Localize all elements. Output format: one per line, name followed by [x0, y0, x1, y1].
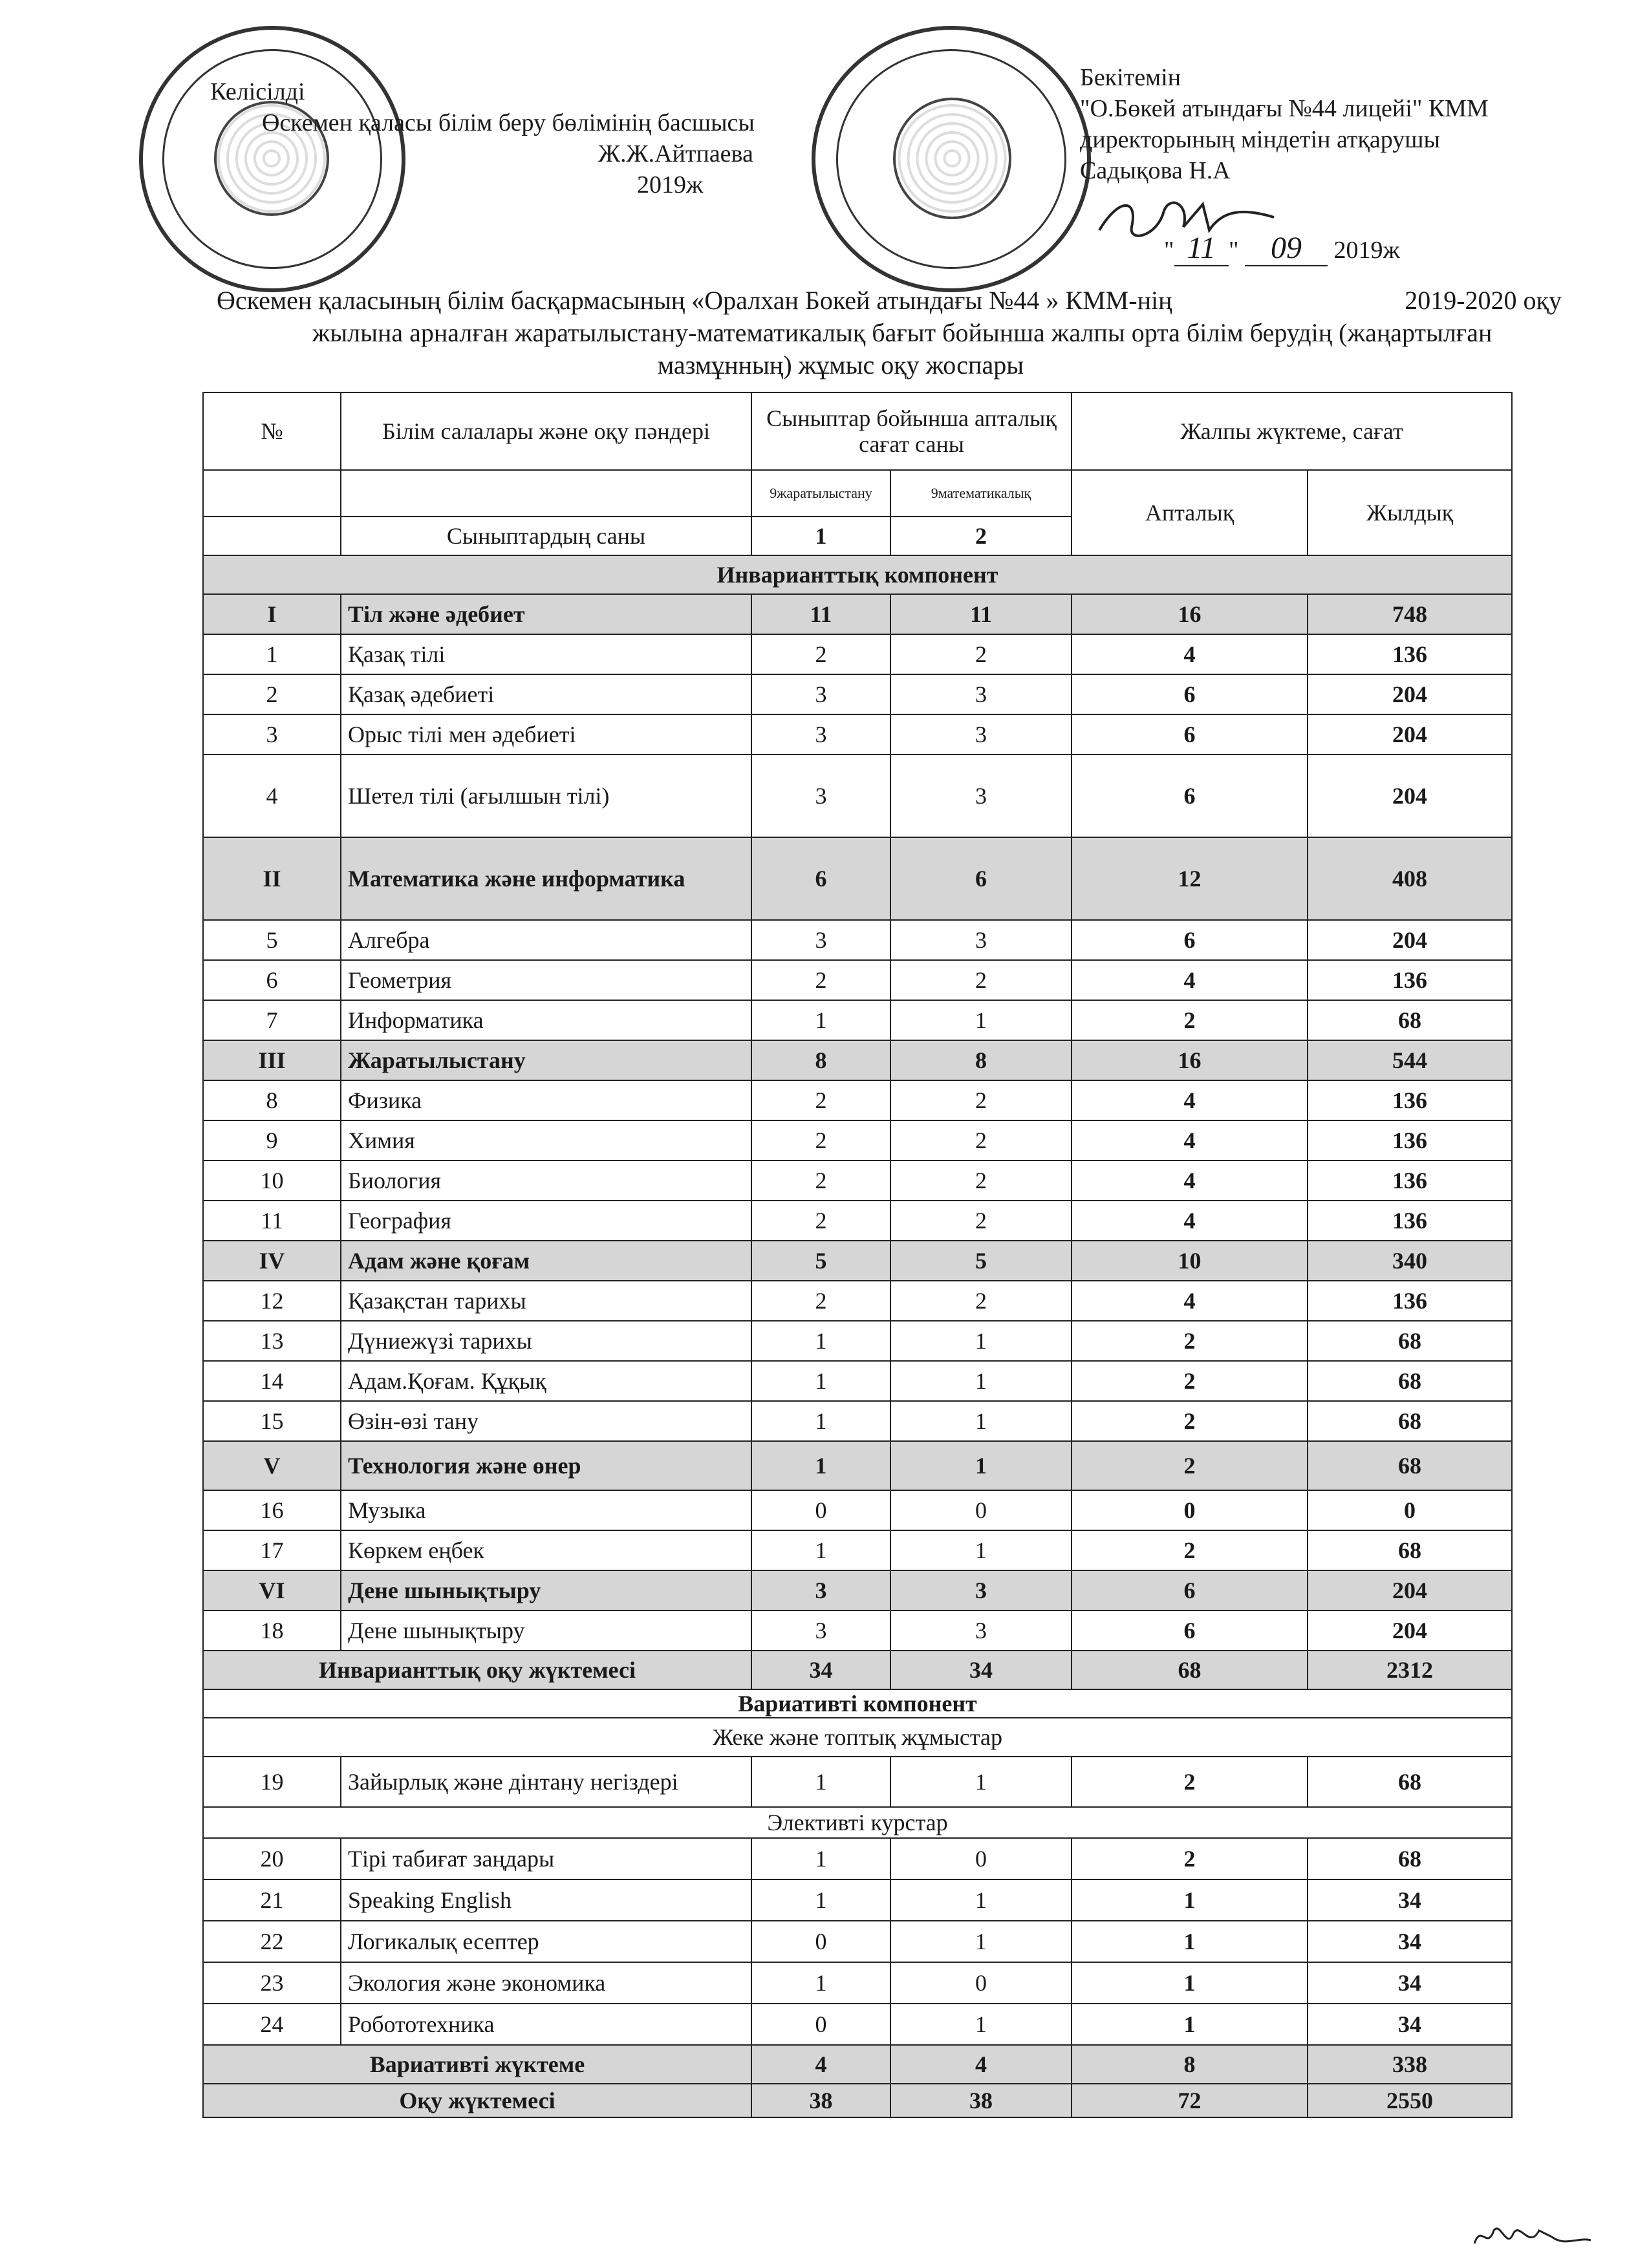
- row-class1-hours: 3: [751, 754, 890, 837]
- row-subject: Жаратылыстану: [341, 1040, 751, 1080]
- row-class2-hours: 1: [890, 1000, 1072, 1040]
- row-class2-hours: 3: [890, 1570, 1072, 1610]
- row-number: 14: [203, 1361, 341, 1401]
- row-subject: Қазақ әдебиеті: [341, 674, 751, 714]
- total-class2: 34: [890, 1651, 1072, 1689]
- row-number: 16: [203, 1490, 341, 1530]
- row-subject: Адам және қоғам: [341, 1241, 751, 1281]
- row-class2-hours: 1: [890, 1921, 1072, 1962]
- title-line1-left: Өскемен қаласының білім басқармасының «Оралхан Бокей атындағы №44 » КММ-нің: [217, 286, 1172, 315]
- row-weekly-total: 1: [1072, 1962, 1308, 2004]
- class-count-2: 2: [890, 517, 1072, 555]
- row-subject: Тірі табиғат заңдары: [341, 1838, 751, 1879]
- table-row: [203, 1080, 1512, 1120]
- row-weekly-total: 2: [1072, 1838, 1308, 1879]
- row-class2-hours: 1: [890, 1879, 1072, 1921]
- header-weekly: Апталық: [1072, 470, 1308, 555]
- row-subject: Адам.Қоғам. Құқық: [341, 1361, 751, 1401]
- row-weekly-total: 1: [1072, 1921, 1308, 1962]
- header-class2: 9математикалық: [890, 470, 1072, 517]
- row-number: IV: [203, 1241, 341, 1281]
- header-class1: 9жаратылыстану: [751, 470, 890, 517]
- row-class2-hours: 3: [890, 674, 1072, 714]
- row-class2-hours: 0: [890, 1962, 1072, 2004]
- total-class1: 4: [751, 2045, 890, 2084]
- row-yearly-total: 34: [1308, 2004, 1512, 2045]
- row-class1-hours: 2: [751, 1080, 890, 1120]
- total-yearly: 2550: [1308, 2084, 1512, 2117]
- row-weekly-total: 4: [1072, 1161, 1308, 1201]
- table-row: [203, 1838, 1512, 1879]
- total-label: Оқу жүктемесі: [203, 2084, 751, 2117]
- section-title-row: [203, 555, 1512, 594]
- row-weekly-total: 2: [1072, 1401, 1308, 1441]
- table-row: [203, 1530, 1512, 1570]
- table-row: [203, 2004, 1512, 2045]
- row-yearly-total: 34: [1308, 1879, 1512, 1921]
- row-class2-hours: 0: [890, 1838, 1072, 1879]
- row-class2-hours: 1: [890, 1321, 1072, 1361]
- row-weekly-total: 2: [1072, 1757, 1308, 1807]
- row-subject: Музыка: [341, 1490, 751, 1530]
- curriculum-table: [202, 392, 1513, 2118]
- table-row: [203, 1321, 1512, 1361]
- row-weekly-total: 4: [1072, 1080, 1308, 1120]
- total-class1: 38: [751, 2084, 890, 2117]
- row-class1-hours: 3: [751, 1610, 890, 1651]
- row-yearly-total: 204: [1308, 1610, 1512, 1651]
- total-label: Вариативті жүктеме: [203, 2045, 751, 2084]
- row-number: 23: [203, 1962, 341, 2004]
- row-number: 10: [203, 1161, 341, 1201]
- row-number: II: [203, 837, 341, 920]
- row-subject: Логикалық есептер: [341, 1921, 751, 1962]
- right-approval-block: [1080, 62, 1489, 186]
- row-weekly-total: 0: [1072, 1490, 1308, 1530]
- row-weekly-total: 6: [1072, 1610, 1308, 1651]
- header-total-load: Жалпы жүктеме, сағат: [1072, 392, 1512, 470]
- row-subject: Қазақ тілі: [341, 634, 751, 674]
- table-row: [203, 1241, 1512, 1281]
- row-yearly-total: 68: [1308, 1361, 1512, 1401]
- header-subjects: Білім салалары және оқу пәндері: [341, 392, 751, 470]
- row-class1-hours: 1: [751, 1962, 890, 2004]
- total-row: [203, 1651, 1512, 1689]
- row-subject: Speaking English: [341, 1879, 751, 1921]
- total-row: [203, 2084, 1512, 2117]
- row-weekly-total: 6: [1072, 1570, 1308, 1610]
- title-line1-right: 2019-2020 оқу: [1405, 286, 1562, 315]
- row-class1-hours: 0: [751, 2004, 890, 2045]
- row-number: III: [203, 1040, 341, 1080]
- row-subject: Өзін-өзі тану: [341, 1401, 751, 1441]
- row-class2-hours: 2: [890, 960, 1072, 1000]
- approved-label: Келісілді: [210, 78, 305, 105]
- title-line2: жылына арналған жаратылыстану-математикалық бағыт бойынша жалпы орта білім берудің (жаңартылған: [312, 318, 1493, 347]
- row-yearly-total: 34: [1308, 1921, 1512, 1962]
- table-row: [203, 1000, 1512, 1040]
- left-approval-block: [210, 76, 755, 200]
- row-number: 2: [203, 674, 341, 714]
- table-row: [203, 1281, 1512, 1321]
- row-class2-hours: 1: [890, 1441, 1072, 1490]
- row-class1-hours: 1: [751, 1530, 890, 1570]
- row-class1-hours: 3: [751, 920, 890, 960]
- row-weekly-total: 2: [1072, 1441, 1308, 1490]
- table-row: [203, 960, 1512, 1000]
- total-yearly: 338: [1308, 2045, 1512, 2084]
- director-title: директорының міндетін атқарушы: [1080, 126, 1441, 153]
- row-number: 4: [203, 754, 341, 837]
- section-title: Жеке және топтық жұмыстар: [203, 1718, 1512, 1757]
- department-head-title: Өскемен қаласы білім беру бөлімінің басшысы: [262, 109, 755, 136]
- row-yearly-total: 68: [1308, 1000, 1512, 1040]
- row-class1-hours: 1: [751, 1361, 890, 1401]
- row-weekly-total: 12: [1072, 837, 1308, 920]
- row-class1-hours: 1: [751, 1757, 890, 1807]
- row-class2-hours: 2: [890, 1080, 1072, 1120]
- row-subject: Дене шынықтыру: [341, 1610, 751, 1651]
- row-class2-hours: 2: [890, 1201, 1072, 1241]
- total-row: [203, 2045, 1512, 2084]
- row-subject: Биология: [341, 1161, 751, 1201]
- row-subject: Дүниежүзі тарихы: [341, 1321, 751, 1361]
- section-title-row: [203, 1807, 1512, 1838]
- row-number: 18: [203, 1610, 341, 1651]
- row-class1-hours: 0: [751, 1490, 890, 1530]
- row-weekly-total: 6: [1072, 714, 1308, 754]
- row-weekly-total: 6: [1072, 920, 1308, 960]
- section-title: Элективті курстар: [203, 1807, 1512, 1838]
- row-subject: Орыс тілі мен әдебиеті: [341, 714, 751, 754]
- row-yearly-total: 204: [1308, 1570, 1512, 1610]
- row-yearly-total: 68: [1308, 1321, 1512, 1361]
- invariant-title: Инварианттық компонент: [203, 555, 1512, 594]
- row-weekly-total: 2: [1072, 1000, 1308, 1040]
- table-row: [203, 1201, 1512, 1241]
- row-number: 17: [203, 1530, 341, 1570]
- table-row: [203, 920, 1512, 960]
- row-class1-hours: 2: [751, 1201, 890, 1241]
- approve-label: Бекітемін: [1080, 64, 1181, 91]
- row-number: VI: [203, 1570, 341, 1610]
- class-count-label: Сыныптардың саны: [341, 517, 751, 555]
- row-class1-hours: 1: [751, 1321, 890, 1361]
- section-title-row: [203, 1718, 1512, 1757]
- row-class2-hours: 0: [890, 1490, 1072, 1530]
- row-number: 3: [203, 714, 341, 754]
- row-subject: Геометрия: [341, 960, 751, 1000]
- row-weekly-total: 10: [1072, 1241, 1308, 1281]
- header-yearly: Жылдық: [1308, 470, 1512, 555]
- row-weekly-total: 4: [1072, 1281, 1308, 1321]
- row-number: 5: [203, 920, 341, 960]
- row-yearly-total: 136: [1308, 1281, 1512, 1321]
- total-weekly: 68: [1072, 1651, 1308, 1689]
- row-yearly-total: 408: [1308, 837, 1512, 920]
- row-class2-hours: 1: [890, 1757, 1072, 1807]
- row-number: 21: [203, 1879, 341, 1921]
- row-class2-hours: 1: [890, 1401, 1072, 1441]
- row-class1-hours: 3: [751, 714, 890, 754]
- row-subject: Тіл және әдебиет: [341, 594, 751, 634]
- table-row: [203, 714, 1512, 754]
- row-class2-hours: 5: [890, 1241, 1072, 1281]
- row-weekly-total: 1: [1072, 1879, 1308, 1921]
- row-weekly-total: 1: [1072, 2004, 1308, 2045]
- row-class1-hours: 1: [751, 1000, 890, 1040]
- right-date: " 11 " 09 2019ж: [1164, 231, 1400, 265]
- header-weekly-hours: Сыныптар бойынша апталық сағат саны: [751, 392, 1072, 470]
- row-class1-hours: 11: [751, 594, 890, 634]
- row-subject: Технология және өнер: [341, 1441, 751, 1490]
- row-number: 22: [203, 1921, 341, 1962]
- row-class1-hours: 1: [751, 1401, 890, 1441]
- row-class2-hours: 2: [890, 1161, 1072, 1201]
- row-class2-hours: 2: [890, 634, 1072, 674]
- row-class1-hours: 2: [751, 960, 890, 1000]
- table-row: [203, 1401, 1512, 1441]
- row-subject: Алгебра: [341, 920, 751, 960]
- header-number: №: [203, 392, 341, 470]
- row-class2-hours: 1: [890, 1361, 1072, 1401]
- table-row: [203, 1441, 1512, 1490]
- total-weekly: 8: [1072, 2045, 1308, 2084]
- total-yearly: 2312: [1308, 1651, 1512, 1689]
- row-weekly-total: 16: [1072, 594, 1308, 634]
- table-row: [203, 634, 1512, 674]
- total-weekly: 72: [1072, 2084, 1308, 2117]
- row-class1-hours: 3: [751, 1570, 890, 1610]
- row-class2-hours: 3: [890, 714, 1072, 754]
- row-subject: Математика және информатика: [341, 837, 751, 920]
- row-class1-hours: 1: [751, 1838, 890, 1879]
- row-number: 13: [203, 1321, 341, 1361]
- total-class2: 38: [890, 2084, 1072, 2117]
- row-weekly-total: 4: [1072, 1201, 1308, 1241]
- row-subject: Химия: [341, 1120, 751, 1161]
- row-class1-hours: 1: [751, 1441, 890, 1490]
- row-weekly-total: 2: [1072, 1321, 1308, 1361]
- row-yearly-total: 204: [1308, 674, 1512, 714]
- row-yearly-total: 34: [1308, 1962, 1512, 2004]
- row-number: 12: [203, 1281, 341, 1321]
- table-row: [203, 754, 1512, 837]
- table-row: [203, 1757, 1512, 1807]
- row-class1-hours: 8: [751, 1040, 890, 1080]
- row-subject: Көркем еңбек: [341, 1530, 751, 1570]
- department-head-name: Ж.Ж.Айтпаева: [598, 140, 753, 167]
- row-yearly-total: 204: [1308, 714, 1512, 754]
- row-subject: Зайырлық және дінтану негіздері: [341, 1757, 751, 1807]
- row-subject: Экология және экономика: [341, 1962, 751, 2004]
- row-yearly-total: 136: [1308, 1201, 1512, 1241]
- row-number: V: [203, 1441, 341, 1490]
- row-yearly-total: 136: [1308, 1120, 1512, 1161]
- row-yearly-total: 136: [1308, 1161, 1512, 1201]
- total-class2: 4: [890, 2045, 1072, 2084]
- row-class2-hours: 1: [890, 1530, 1072, 1570]
- table-row: [203, 1161, 1512, 1201]
- row-yearly-total: 68: [1308, 1401, 1512, 1441]
- date-day: 11: [1174, 231, 1229, 266]
- row-subject: Қазақстан тарихы: [341, 1281, 751, 1321]
- row-number: 6: [203, 960, 341, 1000]
- row-class2-hours: 8: [890, 1040, 1072, 1080]
- row-yearly-total: 748: [1308, 594, 1512, 634]
- left-date: 2019ж: [637, 171, 704, 198]
- table-row: [203, 1490, 1512, 1530]
- table-row: [203, 1120, 1512, 1161]
- table-row: [203, 1962, 1512, 2004]
- total-label: Инварианттық оқу жүктемесі: [203, 1651, 751, 1689]
- row-weekly-total: 4: [1072, 960, 1308, 1000]
- row-class1-hours: 3: [751, 674, 890, 714]
- document-title: [217, 284, 1562, 381]
- row-class2-hours: 3: [890, 1610, 1072, 1651]
- row-weekly-total: 4: [1072, 1120, 1308, 1161]
- row-class2-hours: 2: [890, 1120, 1072, 1161]
- row-class2-hours: 6: [890, 837, 1072, 920]
- row-weekly-total: 16: [1072, 1040, 1308, 1080]
- row-yearly-total: 68: [1308, 1441, 1512, 1490]
- row-subject: Физика: [341, 1080, 751, 1120]
- section-title-row: [203, 1689, 1512, 1718]
- row-weekly-total: 4: [1072, 634, 1308, 674]
- date-year: 2019ж: [1333, 237, 1400, 264]
- table-row: [203, 837, 1512, 920]
- row-class1-hours: 2: [751, 1281, 890, 1321]
- table-row: [203, 1040, 1512, 1080]
- row-yearly-total: 136: [1308, 1080, 1512, 1120]
- row-number: 7: [203, 1000, 341, 1040]
- row-class2-hours: 2: [890, 1281, 1072, 1321]
- school-name: "О.Бөкей атындағы №44 лицейі" КММ: [1080, 95, 1489, 122]
- row-weekly-total: 2: [1072, 1361, 1308, 1401]
- row-number: 19: [203, 1757, 341, 1807]
- row-subject: Дене шынықтыру: [341, 1570, 751, 1610]
- row-yearly-total: 544: [1308, 1040, 1512, 1080]
- row-number: 24: [203, 2004, 341, 2045]
- table-header-row: [203, 392, 1512, 470]
- table-row: [203, 1570, 1512, 1610]
- row-class2-hours: 3: [890, 754, 1072, 837]
- row-class1-hours: 2: [751, 1161, 890, 1201]
- row-number: 1: [203, 634, 341, 674]
- row-subject: Шетел тілі (ағылшын тілі): [341, 754, 751, 837]
- row-class2-hours: 1: [890, 2004, 1072, 2045]
- row-yearly-total: 68: [1308, 1838, 1512, 1879]
- row-subject: Робототехника: [341, 2004, 751, 2045]
- row-yearly-total: 136: [1308, 634, 1512, 674]
- table-row: [203, 674, 1512, 714]
- row-class1-hours: 1: [751, 1879, 890, 1921]
- table-header-row: [203, 470, 1512, 517]
- row-yearly-total: 0: [1308, 1490, 1512, 1530]
- row-class1-hours: 0: [751, 1921, 890, 1962]
- row-number: 15: [203, 1401, 341, 1441]
- row-class2-hours: 11: [890, 594, 1072, 634]
- row-number: 20: [203, 1838, 341, 1879]
- row-yearly-total: 204: [1308, 754, 1512, 837]
- row-yearly-total: 68: [1308, 1757, 1512, 1807]
- class-count-1: 1: [751, 517, 890, 555]
- director-name: Садықова Н.А: [1080, 157, 1231, 184]
- row-number: I: [203, 594, 341, 634]
- title-line3: мазмұнның) жұмыс оқу жоспары: [657, 350, 1024, 380]
- row-number: 11: [203, 1201, 341, 1241]
- table-row: [203, 1921, 1512, 1962]
- row-yearly-total: 340: [1308, 1241, 1512, 1281]
- table-row: [203, 594, 1512, 634]
- row-subject: География: [341, 1201, 751, 1241]
- row-class1-hours: 6: [751, 837, 890, 920]
- row-weekly-total: 6: [1072, 674, 1308, 714]
- date-month: 09: [1245, 231, 1328, 266]
- row-number: 8: [203, 1080, 341, 1120]
- table-row: [203, 1879, 1512, 1921]
- row-weekly-total: 2: [1072, 1530, 1308, 1570]
- row-yearly-total: 204: [1308, 920, 1512, 960]
- emblem-icon: [893, 98, 1011, 219]
- total-class1: 34: [751, 1651, 890, 1689]
- row-yearly-total: 68: [1308, 1530, 1512, 1570]
- right-official-seal: [812, 26, 1091, 292]
- row-number: 9: [203, 1120, 341, 1161]
- row-class2-hours: 3: [890, 920, 1072, 960]
- row-subject: Информатика: [341, 1000, 751, 1040]
- row-class1-hours: 5: [751, 1241, 890, 1281]
- row-yearly-total: 136: [1308, 960, 1512, 1000]
- section-title: Вариативті компонент: [203, 1689, 1512, 1718]
- table-row: [203, 1610, 1512, 1651]
- table-row: [203, 1361, 1512, 1401]
- initials-icon: [1468, 2218, 1597, 2256]
- row-class1-hours: 2: [751, 634, 890, 674]
- row-weekly-total: 6: [1072, 754, 1308, 837]
- row-class1-hours: 2: [751, 1120, 890, 1161]
